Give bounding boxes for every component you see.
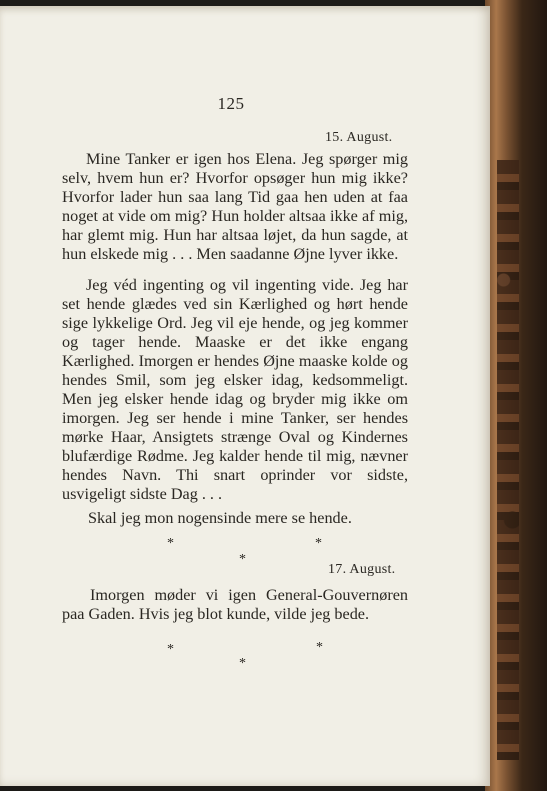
marbled-edge xyxy=(497,160,519,760)
separator-asterisk: * xyxy=(316,640,323,655)
paragraph: Imorgen møder vi igen General-Gouvernøren paa Gaden. Hvis jeg blot kunde, vilde jeg bede. xyxy=(62,586,408,623)
separator-asterisk: * xyxy=(239,552,246,567)
paragraph: Jeg véd ingenting og vil ingenting vide. Jeg har set hende glædes ved sin Kærlighed og hørt hende sige lykkelige Ord. Jeg vil eje hende, og jeg kommer og tager hende. Maaske er det ikke engang Kærlighed. Imorgen er hendes Øjne maaske kolde og hendes Smil, som jeg elsker idag, kedsommeligt. Men jeg elsker hende idag og bryder mig ikke om imorgen. Jeg ser hende i mine Tanker, ser hendes mørke Haar, Ansigtets strænge Oval og Kindernes blufærdige Rødme. Jeg kalder hende til mig, nævner hendes Navn. Thi snart oprinder vor sidste, usvigeligt sidste Dag . . . xyxy=(62,276,408,503)
entry-date: 17. August. xyxy=(328,562,396,577)
separator-asterisk: * xyxy=(239,656,246,671)
separator-asterisk: * xyxy=(167,642,174,657)
separator-asterisk: * xyxy=(167,536,174,551)
book-page xyxy=(0,6,490,786)
paragraph: Skal jeg mon nogensinde mere se hende. xyxy=(88,509,352,527)
separator-asterisk: * xyxy=(315,536,322,551)
entry-date: 15. August. xyxy=(325,130,393,145)
page-number: 125 xyxy=(217,94,245,113)
paragraph: Mine Tanker er igen hos Elena. Jeg spørger mig selv, hvem hun er? Hvorfor opsøger hun mig ikke? Hvorfor lader hun saa lang Tid gaa hen uden at faa noget at vide om mig? Hun holder altsaa ikke af mig, har glemt mig. Hun har altsaa løjet, da hun sagde, at hun elskede mig . . . Men saadanne Øjne lyver ikke. xyxy=(62,150,408,263)
